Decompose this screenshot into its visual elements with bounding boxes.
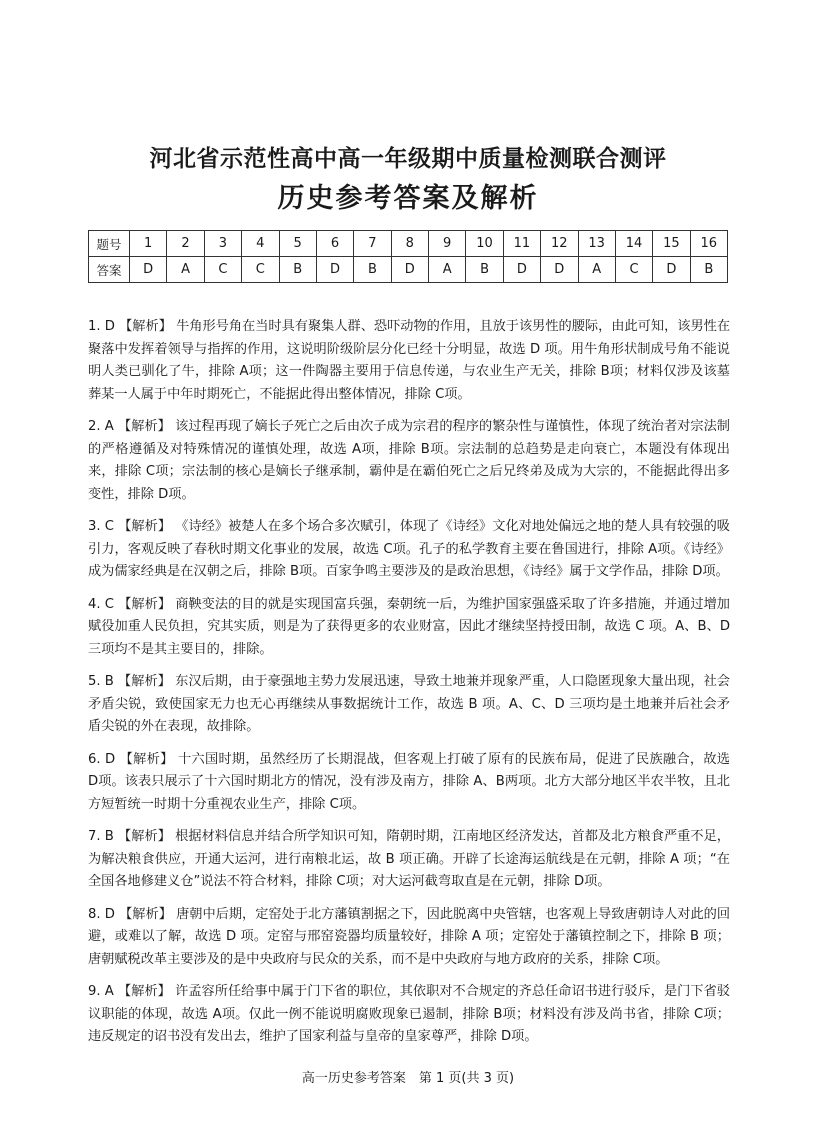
explanation-item (88, 904, 730, 972)
document-title: 河北省示范性高中高一年级期中质量检测联合测评 (149, 146, 667, 172)
item-text: 该过程再现了嫡长子死亡之后由次子成为宗君的程序的繁杂性与谨慎性，体现了统治者对宗法制的严格遵循及对特殊情况的谨慎处理，故选 A项，排除 B项。宗法制的总趋势是走向衰亡，本题没有体现出来，排除 C项；宗法制的核心是嫡长子继承制，霸仲是在霸伯死亡之后兄终弟及成为大宗的，不能据此得出多变性，排除 D项。 (88, 419, 730, 502)
answer-cell: A (578, 257, 615, 283)
document-subtitle: 历史参考答案及解析 (277, 183, 539, 214)
question-number: 8 (391, 231, 428, 257)
explanation-item (88, 516, 730, 584)
item-text: 商鞅变法的目的就是实现国富兵强，秦朝统一后，为维护国家强盛采取了许多措施，并通过增加赋役加重人民负担，究其实质，则是为了获得更多的农业财富，因此才继续坚持授田制，故选 C 项。A、B、D三项均不是其主要目的，排除。 (88, 596, 730, 657)
question-number: 2 (167, 231, 204, 257)
explanation-item (88, 671, 730, 739)
item-text: 许孟容所任给事中属于门下省的职位，其依职对不合规定的齐总任命诏书进行驳斥，是门下省驳议职能的体现，故选 A项。仅此一例不能说明腐败现象已遏制，排除 B项；材料没有涉及尚书省，排除 C项；违反规定的诏书没有发出去，维护了国家利益与皇帝的皇家尊严，排除 D项。 (88, 984, 730, 1044)
item-head: 7. B 【解析】 (88, 829, 171, 844)
question-number: 5 (279, 231, 316, 257)
explanation-item (88, 749, 730, 817)
answer-cell: D (653, 257, 690, 283)
item-head: 5. B 【解析】 (88, 674, 171, 689)
answer-cell: D (130, 257, 167, 283)
answer-cell: C (615, 257, 652, 283)
answer-cell: D (391, 257, 428, 283)
item-head: 2. A 【解析】 (88, 419, 171, 434)
question-number: 12 (541, 231, 578, 257)
item-text: 牛角形号角在当时具有聚集人群、恐吓动物的作用，且放于该男性的腰际，由此可知，该男性在聚落中发挥着领导与指挥的作用，这说明阶级阶层分化已经十分明显，故选 D 项。用牛角形状制成号角不能说明人类已驯化了牛，排除 A项；这一件陶器主要用于信息传递，与农业生产无关，排除 B项；材料仅涉及该墓葬某一人属于中年时期死亡，不能据此得出整体情况，排除 C项。 (88, 319, 731, 402)
question-number: 16 (690, 231, 727, 257)
explanation-item (88, 826, 730, 894)
item-text: 东汉后期，由于豪强地主势力发展迅速，导致土地兼并现象严重，人口隐匿现象大量出现，社会矛盾尖锐，致使国家无力也无心再继续从事数据统计工作，故选 B 项。A、C、D 三项均是土地兼并后社会矛盾尖锐的外在表现，故排除。 (88, 674, 730, 734)
page-footer: 高一历史参考答案 第 1 页(共 3 页) (301, 1071, 515, 1086)
question-number: 15 (653, 231, 690, 257)
answer-cell: C (204, 257, 241, 283)
item-text: 十六国时期，虽然经历了长期混战，但客观上打破了原有的民族布局，促进了民族融合，故选 D项。该表只展示了十六国时期北方的情况，没有涉及南方，排除 A、B两项。北方大部分地区半农半牧，且北方短暂统一时期十分重视农业生产，排除 C项。 (88, 751, 730, 812)
question-number: 4 (242, 231, 279, 257)
item-head: 9. A 【解析】 (88, 984, 171, 999)
number-row-label: 题号 (89, 231, 130, 257)
item-text: 唐朝中后期，定窑处于北方藩镇割据之下，因此脱离中央管辖，也客观上导致唐朝诗人对此的回避，或难以了解，故选 D 项。定窑与邢窑瓷器均质量较好，排除 A 项；定窑处于藩镇控制之下，排除 B 项；唐朝赋税改革主要涉及的是中央政府与民众的关系，而不是中央政府与地方政府的关系，排除 C项。 (88, 906, 731, 967)
question-number: 6 (316, 231, 353, 257)
question-number: 9 (429, 231, 466, 257)
answer-cell: B (354, 257, 391, 283)
question-number: 7 (354, 231, 391, 257)
explanations (88, 316, 730, 1059)
item-text: 《诗经》被楚人在多个场合多次赋引，体现了《诗经》文化对地处偏远之地的楚人具有较强的吸引力，客观反映了春秋时期文化事业的发展，故选 C项。孔子的私学教育主要在鲁国进行，排除 A项。《诗经》成为儒家经典是在汉朝之后，排除 B项。百家争鸣主要涉及的是政治思想，《诗经》属于文学作品，排除 D项。 (88, 519, 730, 579)
explanation-item (88, 594, 730, 662)
item-head: 4. C 【解析】 (88, 596, 172, 612)
answer-cell: D (503, 257, 540, 283)
item-head: 1. D 【解析】 (88, 319, 172, 334)
answer-cell: C (242, 257, 279, 283)
question-number: 10 (466, 231, 503, 257)
question-number: 11 (503, 231, 540, 257)
explanation-item (88, 316, 730, 406)
question-number: 14 (615, 231, 652, 257)
answer-cell: B (466, 257, 503, 283)
explanation-item (88, 981, 730, 1049)
answer-cell: D (541, 257, 578, 283)
item-text: 根据材料信息并结合所学知识可知，隋朝时期，江南地区经济发达，首都及北方粮食严重不足，为解决粮食供应，开通大运河，进行南粮北运，故 B 项正确。开辟了长途海运航线是在元朝，排除 A 项；“在全国各地修建义仓”说法不符合材料，排除 C项；对大运河截弯取直是在元朝，排除 D项。 (88, 829, 730, 889)
answer-table-number-row (89, 231, 728, 257)
answer-cell: A (167, 257, 204, 283)
answer-cell: D (316, 257, 353, 283)
answer-cell: B (279, 257, 316, 283)
question-number: 13 (578, 231, 615, 257)
answer-table (88, 230, 728, 283)
question-number: 3 (204, 231, 241, 257)
answer-cell: A (429, 257, 466, 283)
question-number: 1 (130, 231, 167, 257)
answer-row-label: 答案 (89, 257, 130, 283)
answer-cell: B (690, 257, 727, 283)
item-head: 3. C 【解析】 (88, 519, 172, 534)
item-head: 8. D 【解析】 (88, 906, 172, 922)
answer-table-answer-row (89, 257, 728, 283)
item-head: 6. D 【解析】 (88, 751, 174, 767)
explanation-item (88, 416, 730, 506)
